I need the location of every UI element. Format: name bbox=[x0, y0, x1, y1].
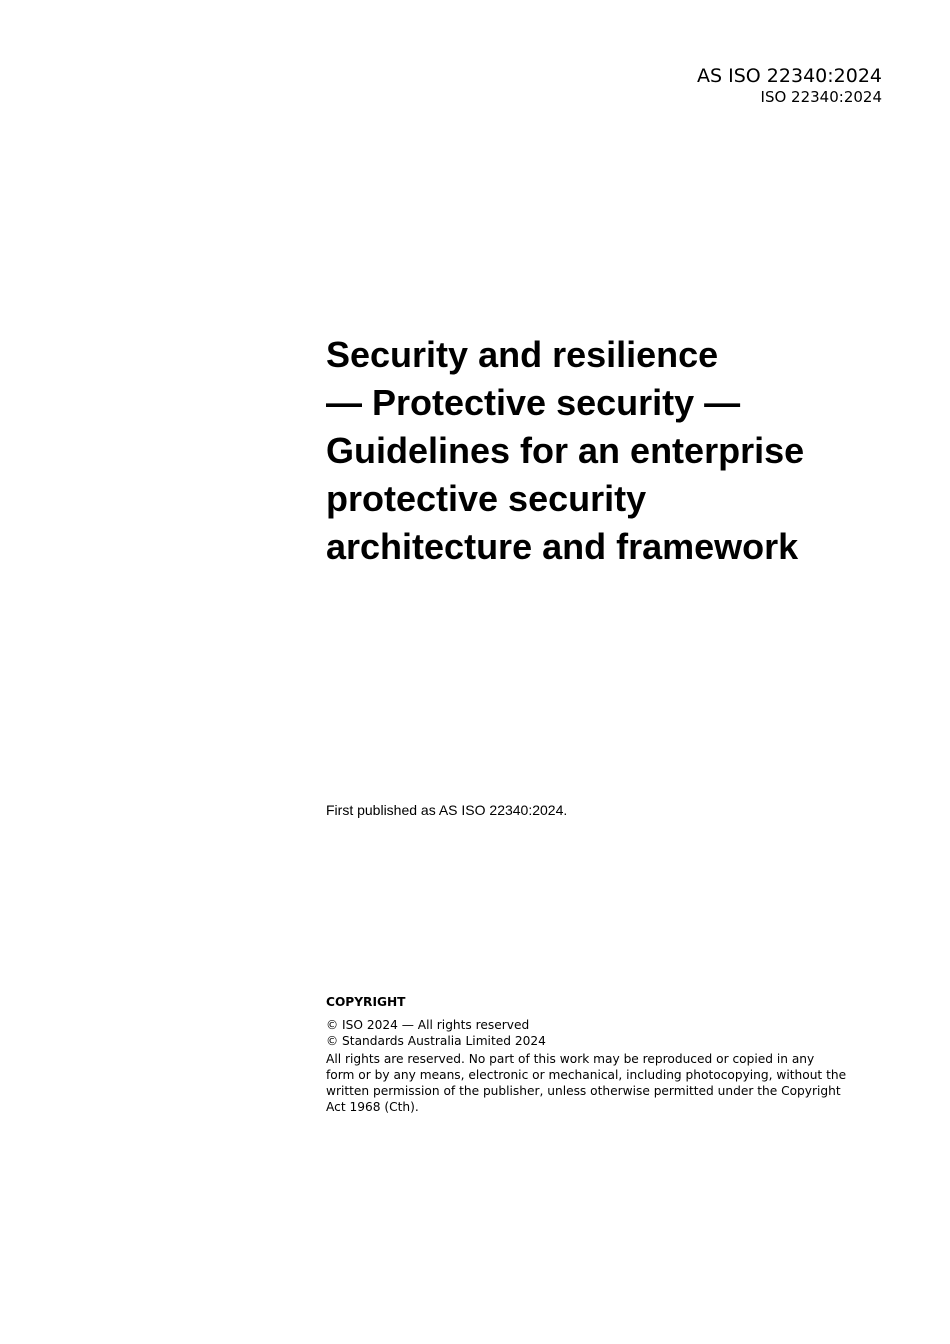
rights-notice-line: Act 1968 (Cth). bbox=[326, 1100, 419, 1114]
title-line: architecture and framework bbox=[326, 526, 799, 567]
title-line: — Protective security — bbox=[326, 382, 741, 423]
copyright-line-standards-australia: © Standards Australia Limited 2024 bbox=[326, 1034, 546, 1048]
title-line: Security and resilience bbox=[326, 334, 719, 375]
document-header bbox=[697, 64, 882, 107]
copyright-block bbox=[326, 994, 866, 1115]
rights-notice bbox=[326, 1051, 866, 1115]
rights-notice-line: All rights are reserved. No part of this work may be reproduced or copied in any bbox=[326, 1052, 815, 1066]
document-title bbox=[326, 331, 886, 571]
standard-designation-secondary: ISO 22340:2024 bbox=[760, 88, 882, 106]
standard-designation-primary: AS ISO 22340:2024 bbox=[697, 65, 882, 87]
rights-notice-line: form or by any means, electronic or mechanical, including photocopying, without the bbox=[326, 1068, 847, 1082]
title-line: protective security bbox=[326, 478, 647, 519]
copyright-line-iso: © ISO 2024 — All rights reserved bbox=[326, 1018, 530, 1032]
rights-notice-line: written permission of the publisher, unless otherwise permitted under the Copyright bbox=[326, 1084, 841, 1098]
copyright-heading: COPYRIGHT bbox=[326, 995, 406, 1009]
first-published-note: First published as AS ISO 22340:2024. bbox=[326, 802, 568, 818]
title-line: Guidelines for an enterprise bbox=[326, 430, 805, 471]
